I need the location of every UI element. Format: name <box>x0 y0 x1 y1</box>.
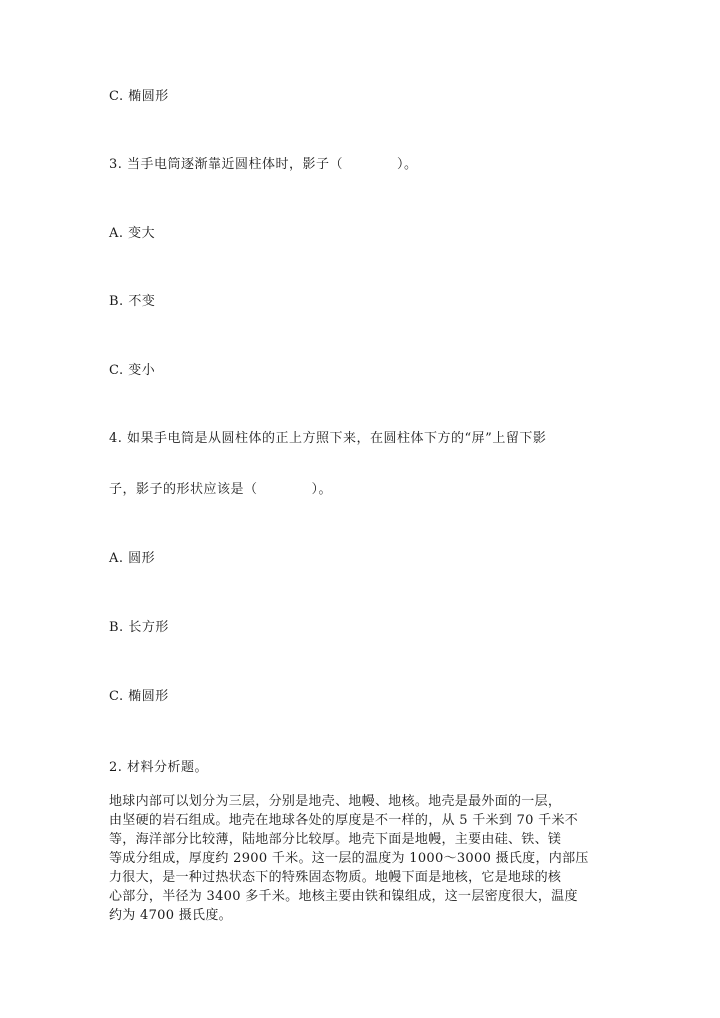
passage-line: 地球内部可以划分为三层，分别是地壳、地幔、地核。地壳是最外面的一层， <box>109 794 562 809</box>
section-heading: 2. 材料分析题。 <box>109 760 209 775</box>
passage-line: 由坚硬的岩石组成。地壳在地球各处的厚度是不一样的，从 5 千米到 70 千米不 <box>109 813 579 828</box>
q3-option-a: A. 变大 <box>109 226 156 241</box>
q2-option-c: C. 椭圆形 <box>109 89 169 104</box>
q3-stem: 3. 当手电筒逐渐靠近圆柱体时，影子（ ）。 <box>109 157 418 172</box>
material-passage <box>109 792 611 925</box>
q4-option-c: C. 椭圆形 <box>109 689 169 704</box>
passage-line: 等成分组成，厚度约 2900 千米。这一层的温度为 1000～3000 摄氏度，内部压 <box>109 851 589 866</box>
passage-line: 约为 4700 摄氏度。 <box>109 908 232 923</box>
q4-stem-line1: 4. 如果手电筒是从圆柱体的正上方照下来，在圆柱体下方的“屏”上留下影 <box>109 431 547 446</box>
q4-option-b: B. 长方形 <box>109 620 169 635</box>
passage-line: 力很大，是一种过热状态下的特殊固态物质。地幔下面是地核，它是地球的核 <box>109 870 562 885</box>
q4-stem-line2: 子，影子的形状应该是（ ）。 <box>109 482 333 497</box>
q4-option-a: A. 圆形 <box>109 551 156 566</box>
passage-line: 心部分，半径为 3400 多千米。地核主要由铁和镍组成，这一层密度很大，温度 <box>109 889 578 904</box>
passage-line: 等，海洋部分比较薄，陆地部分比较厚。地壳下面是地幔，主要由硅、铁、镁 <box>109 832 562 847</box>
q3-option-c: C. 变小 <box>109 363 156 378</box>
q3-option-b: B. 不变 <box>109 294 156 309</box>
